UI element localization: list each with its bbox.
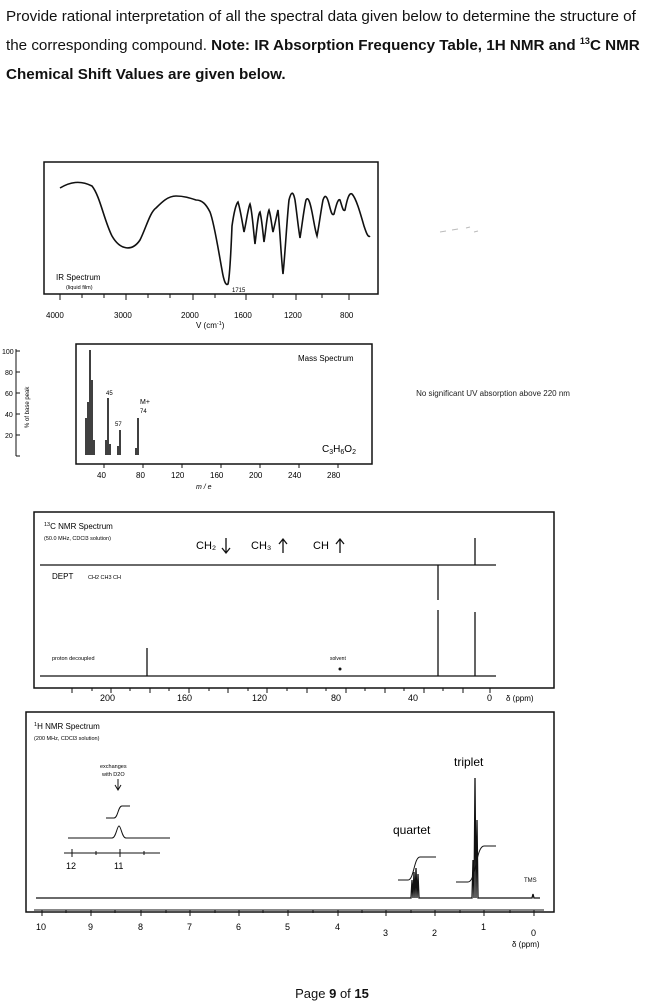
ms-ytick-20: 20 bbox=[5, 433, 13, 440]
h1-tick-5: 5 bbox=[285, 922, 291, 932]
h1-tick-7: 7 bbox=[187, 922, 193, 932]
c13-header-ch: CH bbox=[313, 540, 329, 552]
h1-tick-8: 8 bbox=[138, 922, 144, 932]
ir-xlabel: V $(cm^{-1})$ bbox=[196, 321, 225, 330]
ir-title: IR Spectrum bbox=[56, 273, 101, 282]
scan-artifact bbox=[440, 227, 478, 232]
ms-label-74: 74 bbox=[140, 409, 147, 415]
integral-quartet bbox=[398, 857, 436, 880]
footer-of: of bbox=[336, 986, 355, 1001]
ms-title: Mass Spectrum bbox=[298, 354, 354, 363]
ir-tick-1200: 1200 bbox=[284, 311, 302, 320]
c13-tick-200: 200 bbox=[100, 693, 116, 703]
solvent-marker bbox=[339, 668, 342, 671]
c13-tick-40: 40 bbox=[408, 693, 419, 703]
ms-ytick-40: 40 bbox=[5, 412, 13, 419]
ir-tick-3000: 3000 bbox=[114, 311, 132, 320]
h1-tick-4: 4 bbox=[335, 922, 341, 932]
ms-xlabel: m / e bbox=[196, 484, 212, 491]
tms-label: TMS bbox=[524, 878, 537, 884]
c13-xlabel: δ (ppm) bbox=[506, 694, 534, 703]
ms-ytick-100: 100 bbox=[2, 349, 14, 356]
note-part-a: Note: IR Absorption Frequency Table, 1H NMR and bbox=[211, 37, 580, 54]
h1-title: $^1$H NMR Spectrum bbox=[34, 722, 100, 731]
ms-ylabel: % of base peak bbox=[25, 386, 31, 428]
h1-xlabel: δ (ppm) bbox=[512, 940, 540, 949]
ir-spectrum bbox=[44, 162, 478, 330]
c13-header-ch2: CH₂ bbox=[196, 540, 217, 552]
ms-xtick-80: 80 bbox=[136, 471, 145, 480]
ms-label-45: 45 bbox=[106, 391, 113, 397]
c13-header-ch3: CH₃ bbox=[251, 540, 272, 552]
h1-ticks bbox=[42, 910, 534, 916]
ir-tick-4000: 4000 bbox=[46, 311, 64, 320]
c13-title: $^{13}$C NMR Spectrum bbox=[44, 522, 113, 531]
c13-tick-0: 0 bbox=[487, 693, 493, 703]
solvent-label: solvent bbox=[330, 656, 346, 662]
c13-tick-120: 120 bbox=[252, 693, 268, 703]
inset-integral bbox=[106, 806, 130, 818]
ms-xtick-160: 160 bbox=[210, 471, 224, 480]
ms-xtick-40: 40 bbox=[97, 471, 106, 480]
ir-peak-label: 1715 bbox=[232, 288, 246, 294]
footer-page-total: 15 bbox=[354, 986, 369, 1001]
ms-xtick-240: 240 bbox=[288, 471, 302, 480]
c13-subtitle: (50.0 MHz, CDCl3 solution) bbox=[44, 536, 111, 542]
with-d2o-label: with D2O bbox=[102, 772, 125, 778]
footer-page-number: 9 bbox=[329, 986, 337, 1001]
ms-label-57: 57 bbox=[115, 422, 122, 428]
h1-tick-3: 3 bbox=[383, 928, 389, 938]
ir-ticks bbox=[60, 294, 349, 300]
ms-peaks bbox=[86, 350, 138, 455]
inset-tick-12: 12 bbox=[66, 861, 77, 871]
ir-tick-800: 800 bbox=[340, 311, 354, 320]
ms-xtick-280: 280 bbox=[327, 471, 341, 480]
c13-tick-160: 160 bbox=[177, 693, 193, 703]
note-sup: 13 bbox=[579, 35, 590, 46]
exchanges-label: exchanges bbox=[100, 764, 127, 770]
quartet-label: quartet bbox=[393, 823, 431, 837]
footer-prefix: Page bbox=[295, 986, 330, 1001]
proton-decoupled-label: proton decoupled bbox=[52, 656, 95, 662]
note-part-b: C NMR Chemical Shift Values are given below. bbox=[6, 37, 640, 83]
arrow-up-icon bbox=[336, 539, 344, 553]
inset-trace bbox=[68, 826, 170, 838]
ms-formula: $C_3H_6O_2$ bbox=[322, 444, 356, 456]
ms-ytick-80: 80 bbox=[5, 370, 13, 377]
arrow-up-icon bbox=[279, 539, 287, 553]
h1-tick-1: 1 bbox=[481, 922, 487, 932]
uv-note: No significant UV absorption above 220 nm bbox=[416, 389, 570, 398]
h1-subtitle: (200 MHz, CDCl3 solution) bbox=[34, 736, 100, 742]
ms-yticks bbox=[16, 351, 20, 456]
arrow-down-icon bbox=[222, 538, 230, 553]
triplet-label: triplet bbox=[454, 755, 484, 769]
ms-label-mplus: M+ bbox=[140, 399, 150, 406]
h1-tick-0: 0 bbox=[531, 928, 537, 938]
c13-tick-80: 80 bbox=[331, 693, 342, 703]
ir-trace bbox=[60, 182, 370, 284]
ir-tick-2000: 2000 bbox=[181, 311, 199, 320]
mass-spectrum bbox=[2, 344, 372, 491]
arrow-down-icon bbox=[115, 779, 121, 790]
page-footer bbox=[0, 986, 664, 1001]
h1-tick-2: 2 bbox=[432, 928, 438, 938]
dept-label: DEPT bbox=[52, 572, 74, 581]
ir-subtitle: (liquid film) bbox=[66, 285, 93, 291]
ms-xtick-120: 120 bbox=[171, 471, 185, 480]
c13-nmr-spectrum bbox=[34, 512, 554, 703]
h1-tick-6: 6 bbox=[236, 922, 242, 932]
ir-tick-1600: 1600 bbox=[234, 311, 252, 320]
ms-xtick-200: 200 bbox=[249, 471, 263, 480]
c13-frame bbox=[34, 512, 554, 688]
dept-legend: CH2 CH3 CH bbox=[88, 575, 122, 581]
inset-tick-11: 11 bbox=[114, 861, 124, 871]
h1-nmr-spectrum bbox=[26, 712, 554, 949]
h1-tick-10: 10 bbox=[36, 922, 47, 932]
ms-ytick-60: 60 bbox=[5, 391, 13, 398]
h1-tick-9: 9 bbox=[88, 922, 94, 932]
instructions-text: Provide rational interpretation of all the spectral data given below to determine the structure of the corresponding compound. bbox=[6, 8, 636, 54]
